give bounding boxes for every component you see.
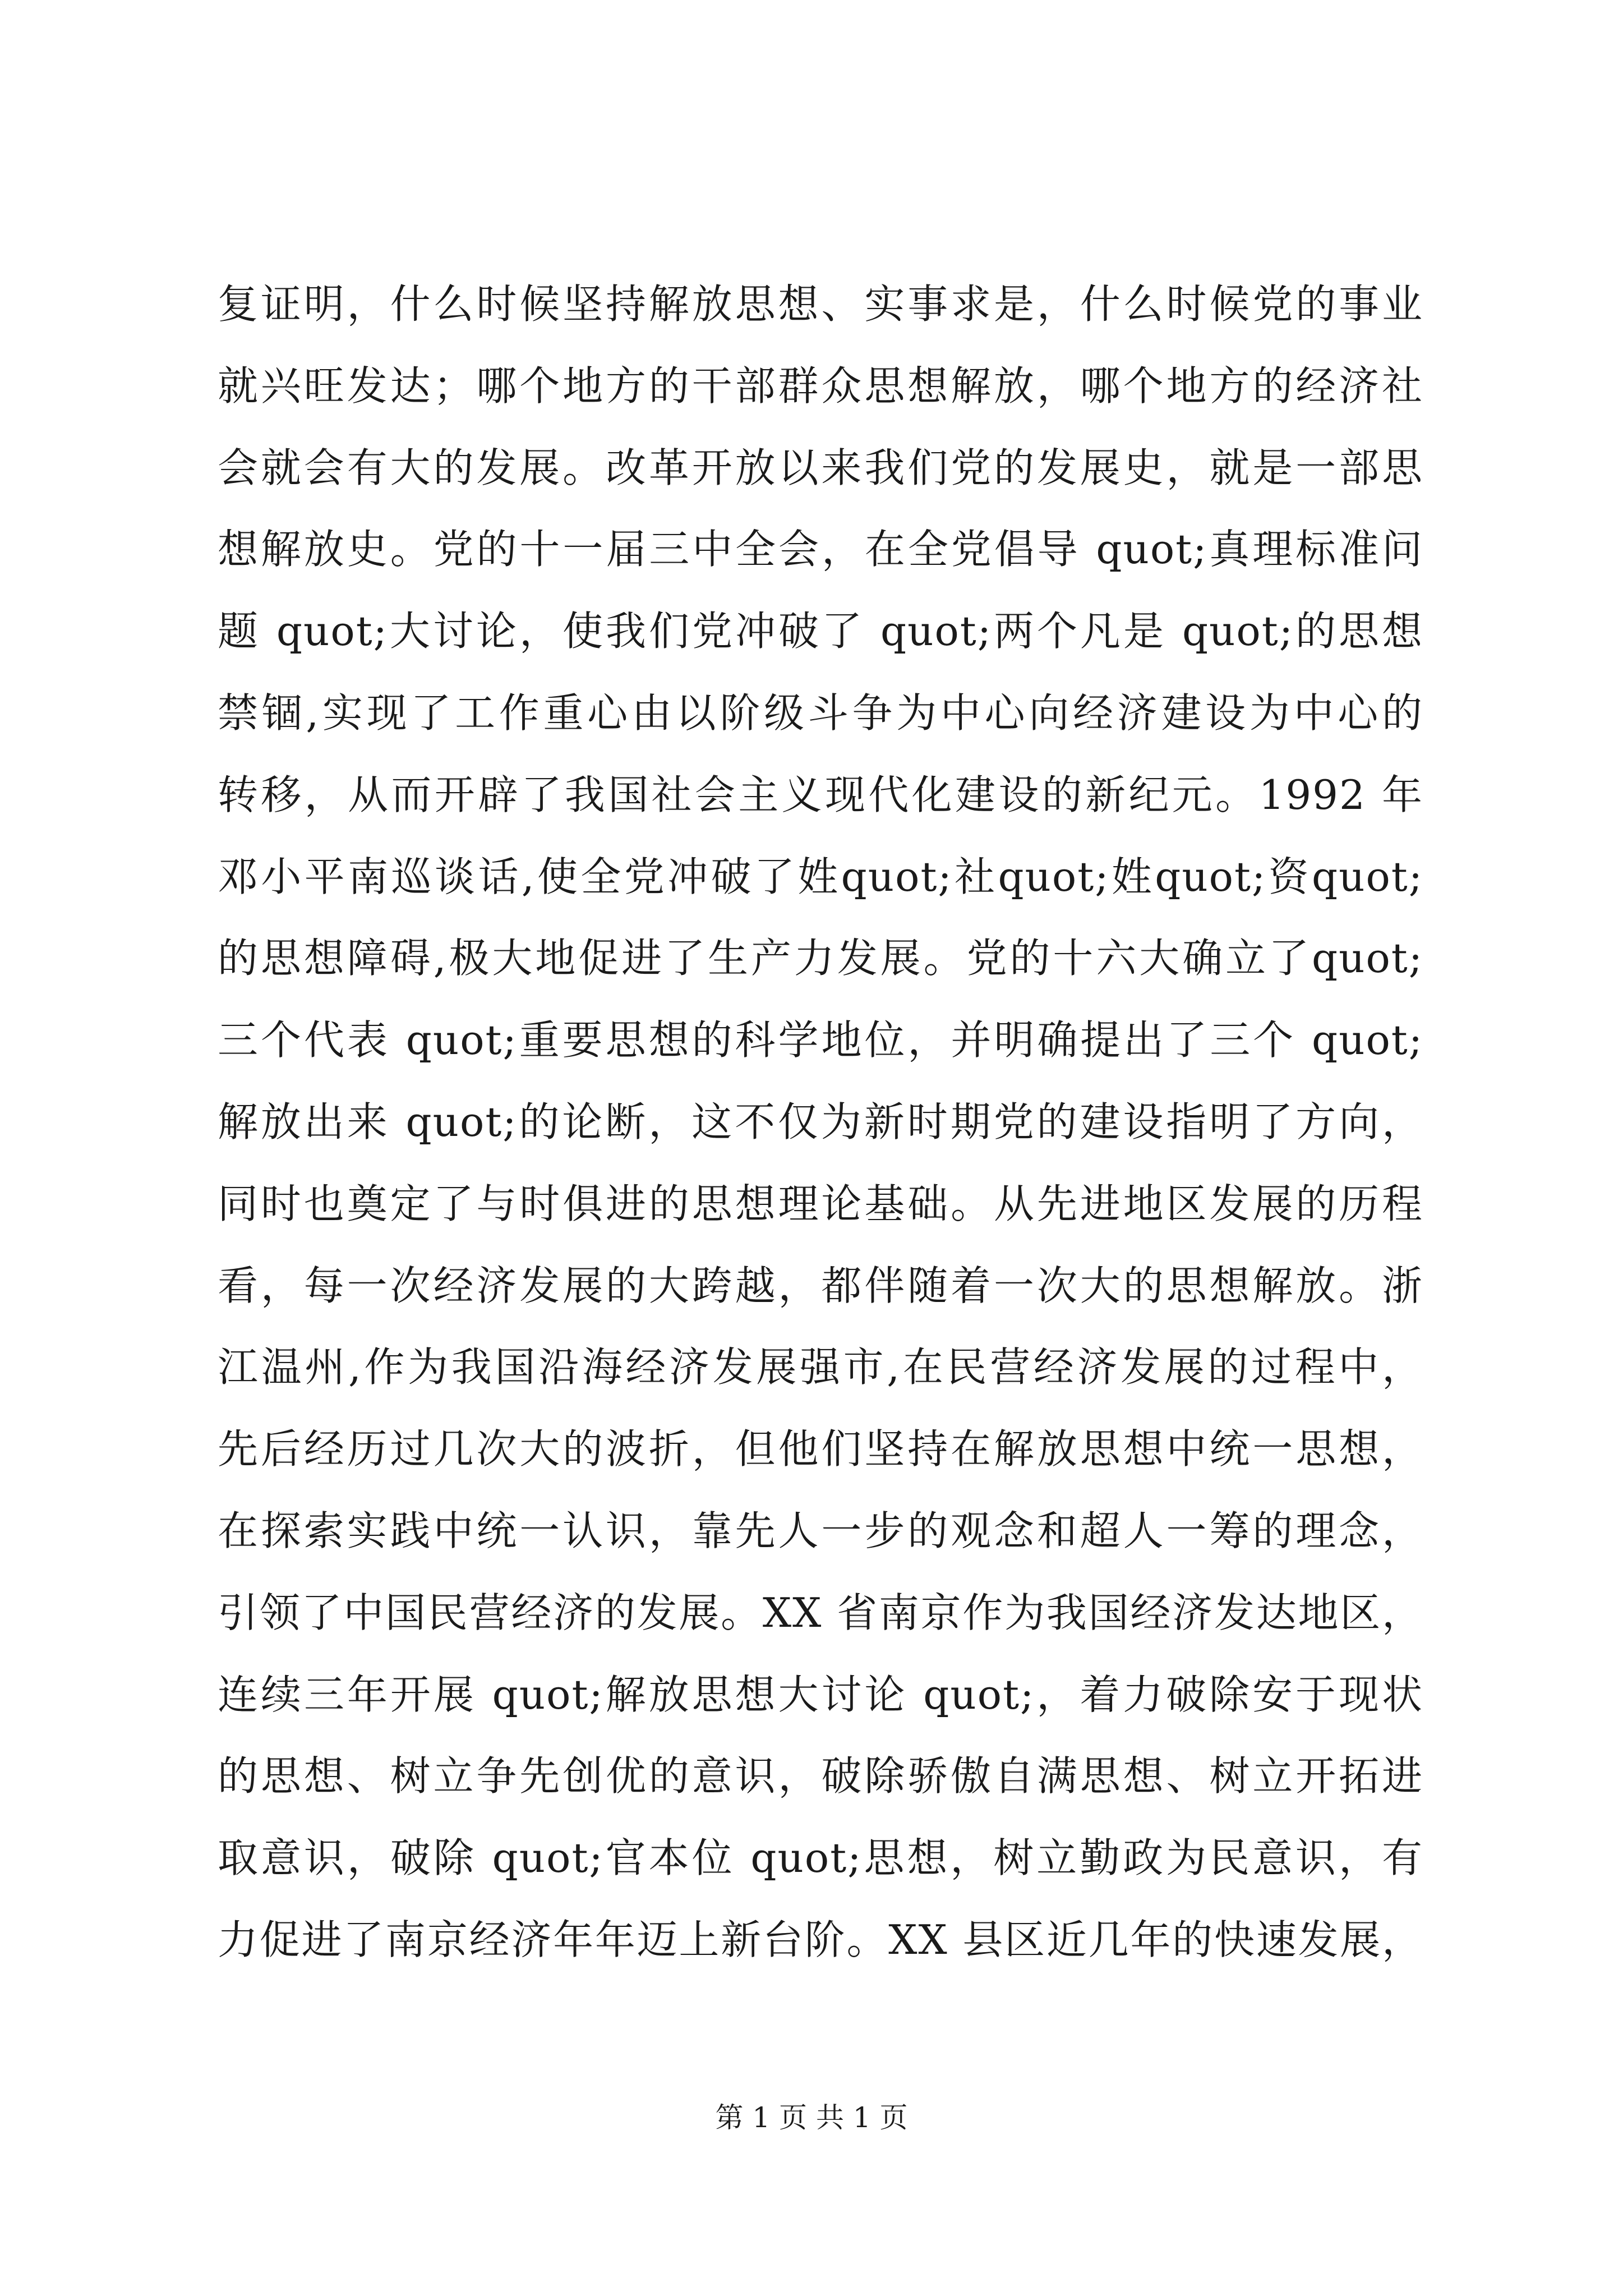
text-line: 就兴旺发达；哪个地方的干部群众思想解放，哪个地方的经济社 xyxy=(218,362,1423,409)
body-text xyxy=(218,264,1423,1981)
text-line: 的思想障碍,极大地促进了生产力发展。党的十六大确立了quot; xyxy=(218,935,1423,982)
text-line: 力促进了南京经济年年迈上新台阶。XX 县区近几年的快速发展， xyxy=(218,1916,1423,1963)
text-line: 禁锢,实现了工作重心由以阶级斗争为中心向经济建设为中心的 xyxy=(218,689,1423,737)
text-line: 连续三年开展 quot;解放思想大讨论 quot;，着力破除安于现状 xyxy=(218,1671,1423,1718)
text-line: 江温州,作为我国沿海经济发展强市,在民营经济发展的过程中， xyxy=(218,1343,1423,1391)
text-line: 取意识，破除 quot;官本位 quot;思想，树立勤政为民意识，有 xyxy=(218,1834,1423,1882)
text-line: 的思想、树立争先创优的意识，破除骄傲自满思想、树立开拓进 xyxy=(218,1752,1423,1800)
page-footer: 第 1 页 共 1 页 xyxy=(715,2101,908,2134)
text-line: 转移，从而开辟了我国社会主义现代化建设的新纪元。1992 年 xyxy=(218,771,1423,818)
text-line: 解放出来 quot;的论断，这不仅为新时期党的建设指明了方向， xyxy=(218,1098,1423,1145)
text-line: 看，每一次经济发展的大跨越，都伴随着一次大的思想解放。浙 xyxy=(218,1262,1423,1309)
text-line: 题 quot;大讨论，使我们党冲破了 quot;两个凡是 quot;的思想 xyxy=(218,608,1423,655)
text-line: 会就会有大的发展。改革开放以来我们党的发展史，就是一部思 xyxy=(218,444,1423,491)
text-line: 同时也奠定了与时俱进的思想理论基础。从先进地区发展的历程 xyxy=(218,1180,1423,1227)
text-line: 引领了中国民营经济的发展。XX 省南京作为我国经济发达地区， xyxy=(218,1589,1423,1636)
text-line: 想解放史。党的十一届三中全会，在全党倡导 quot;真理标准问 xyxy=(218,526,1423,573)
text-line: 邓小平南巡谈话,使全党冲破了姓quot;社quot;姓quot;资quot; xyxy=(218,853,1423,900)
text-line: 复证明，什么时候坚持解放思想、实事求是，什么时候党的事业 xyxy=(218,280,1423,328)
text-line: 先后经历过几次大的波折，但他们坚持在解放思想中统一思想， xyxy=(218,1425,1423,1473)
text-line: 三个代表 quot;重要思想的科学地位，并明确提出了三个 quot; xyxy=(218,1016,1423,1064)
text-line: 在探索实践中统一认识，靠先人一步的观念和超人一筹的理念， xyxy=(218,1507,1423,1554)
